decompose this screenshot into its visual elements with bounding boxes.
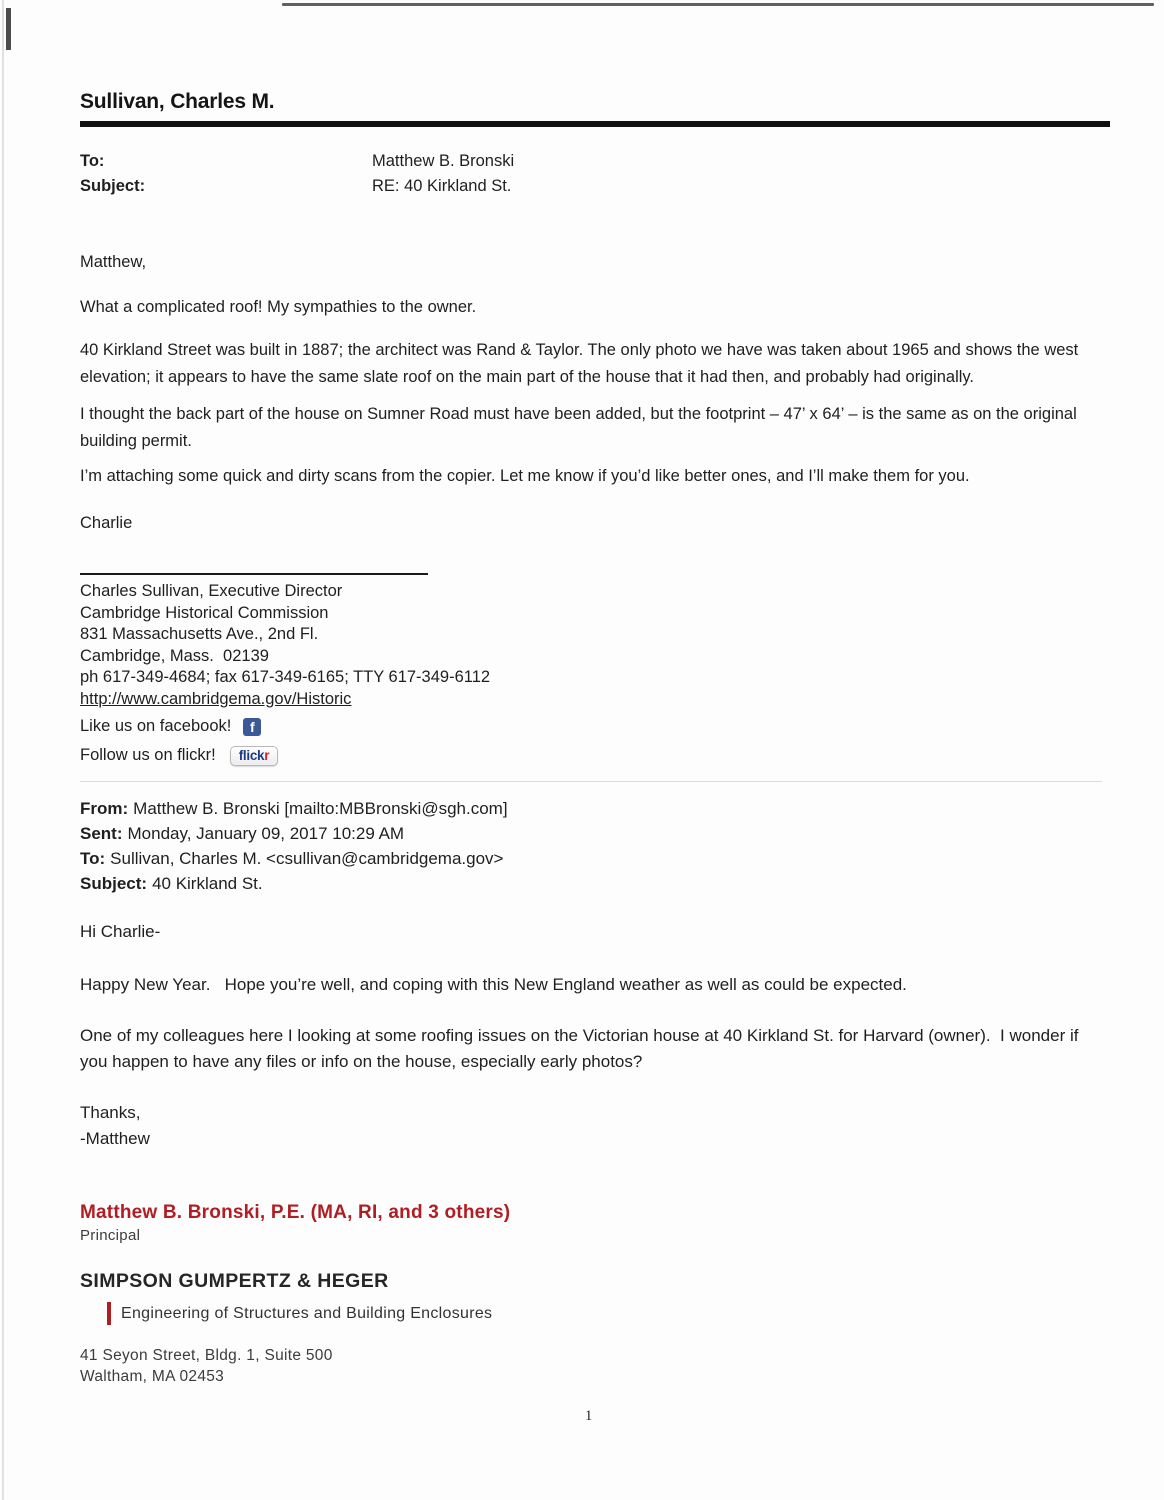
- sgh-tagline-row: [107, 1302, 1110, 1325]
- signature-line: Cambridge Historical Commission: [80, 603, 329, 622]
- flickr-icon[interactable]: [230, 746, 278, 766]
- email2-closing: Thanks,: [80, 1103, 141, 1122]
- email1-header-fields: [80, 149, 1110, 199]
- to-value: Sullivan, Charles M. <csullivan@cambridgema.gov>: [110, 849, 504, 868]
- address-line: 41 Seyon Street, Bldg. 1, Suite 500: [80, 1347, 333, 1364]
- signature-line: 831 Massachusetts Ave., 2nd Fl.: [80, 625, 319, 643]
- email1-paragraph: 40 Kirkland Street was built in 1887; the architect was Rand & Taylor. The only photo we have was taken about 1965 and shows the west elevation; it appears to have the same slate roof on the main part of the house that it had then, and probably had originally.: [80, 341, 1083, 386]
- title-rule: [80, 121, 1110, 127]
- email-separator-line: [80, 781, 1102, 782]
- sgh-tagline: Engineering of Structures and Building Enclosures: [121, 1304, 493, 1322]
- flickr-text: Follow us on flickr!: [80, 746, 216, 764]
- to-line: [80, 846, 1110, 871]
- from-line: [80, 796, 1110, 821]
- sgh-address: [80, 1345, 1110, 1387]
- flickr-row: [80, 743, 1110, 768]
- scan-artifact-left-edge: [2, 0, 4, 1500]
- sent-value: Monday, January 09, 2017 10:29 AM: [127, 824, 405, 843]
- facebook-text: Like us on facebook!: [80, 717, 232, 735]
- email1-paragraph: What a complicated roof! My sympathies to the owner.: [80, 298, 477, 316]
- flickr-wordmark-blue: flick: [238, 747, 265, 763]
- subject-line: [80, 871, 1110, 896]
- email1-paragraph: I’m attaching some quick and dirty scans from the copier. Let me know if you’d like better ones, and I’ll make them for you.: [80, 467, 970, 485]
- subject-label: Subject:: [80, 874, 148, 893]
- page-title: Sullivan, Charles M.: [80, 90, 275, 113]
- signature-line: Charles Sullivan, Executive Director: [80, 582, 343, 600]
- email2-paragraph: Happy New Year. Hope you’re well, and coping with this New England weather as well as could be expected.: [80, 975, 907, 994]
- sent-label: Sent:: [80, 824, 123, 843]
- flickr-wordmark-red: r: [264, 747, 270, 763]
- from-value: Matthew B. Bronski [mailto:MBBronski@sgh.com]: [133, 799, 508, 818]
- sent-line: [80, 821, 1110, 846]
- sullivan-signature: [80, 581, 1110, 710]
- sgh-red-bar: [107, 1302, 111, 1325]
- scan-artifact-left-mark: [6, 8, 11, 50]
- header-field-to: [80, 149, 1110, 174]
- historic-commission-link[interactable]: http://www.cambridgema.gov/Historic: [80, 689, 352, 708]
- email2-closing-name: -Matthew: [80, 1129, 150, 1148]
- facebook-icon[interactable]: f: [243, 718, 261, 736]
- email2-paragraph: One of my colleagues here I looking at some roofing issues on the Victorian house at 40 Kirkland St. for Harvard (owner). I wonder if you happen to have any files or info on the house, especially early photos?: [80, 1026, 1084, 1071]
- subject-label: Subject:: [80, 177, 146, 195]
- signature-line: ph 617-349-4684; fax 617-349-6165; TTY 617-349-6112: [80, 668, 491, 686]
- email2-greeting: Hi Charlie-: [80, 922, 161, 941]
- email1-greeting: Matthew,: [80, 253, 147, 271]
- subject-value: RE: 40 Kirkland St.: [372, 177, 512, 195]
- to-value: Matthew B. Bronski: [372, 152, 515, 170]
- email2-header-fields: [80, 796, 1110, 896]
- bronski-signature-name: Matthew B. Bronski, P.E. (MA, RI, and 3 others): [80, 1202, 511, 1223]
- signature-divider-line: [80, 573, 428, 575]
- signature-line: Cambridge, Mass. 02139: [80, 646, 269, 665]
- header-field-subject: [80, 174, 1110, 199]
- page-number: 1: [585, 1408, 593, 1424]
- email1-paragraph: I thought the back part of the house on Sumner Road must have been added, but the footprint – 47’ x 64’ – is the same as on the original building permit.: [80, 405, 1082, 450]
- to-label: To:: [80, 849, 106, 868]
- email1-closing: Charlie: [80, 514, 133, 532]
- sgh-company-name: SIMPSON GUMPERTZ & HEGER: [80, 1270, 389, 1292]
- bronski-signature-title: Principal: [80, 1227, 141, 1244]
- subject-value: 40 Kirkland St.: [152, 874, 263, 893]
- to-label: To:: [80, 152, 105, 170]
- address-line: Waltham, MA 02453: [80, 1368, 225, 1385]
- from-label: From:: [80, 799, 129, 818]
- facebook-row: [80, 714, 1110, 739]
